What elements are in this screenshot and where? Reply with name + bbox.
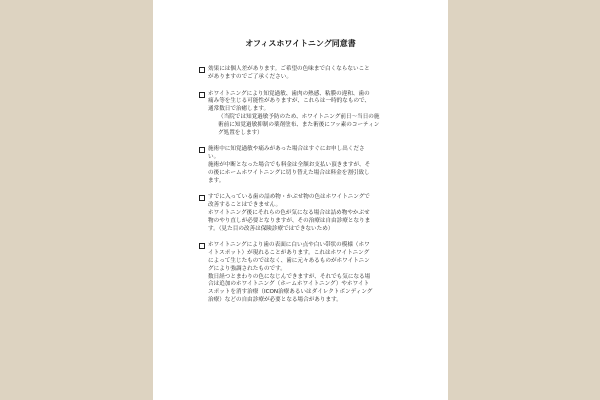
item-text-line: 数日経つとまわりの色になじんできますが、それでも気になる場 bbox=[208, 273, 371, 280]
item-text-line: 合は追加のホワイトニング（ホームホワイトニング）やホワイト bbox=[208, 281, 370, 288]
item-text-line: ホワイトニングにより知覚過敏、歯肉の熱感、粘膜の違和、歯の bbox=[208, 90, 370, 97]
checkbox-icon[interactable] bbox=[199, 243, 205, 249]
item-text-line: ホワイトニングにより歯の表面に白い点や白い帯状の模様（ホワ bbox=[208, 242, 370, 249]
consent-item-1 bbox=[199, 66, 415, 82]
item-text-line: い。 bbox=[208, 154, 220, 161]
item-text-line: ホワイトニング後にそれらの色が気になる場合は詰め物やかぶせ bbox=[208, 209, 370, 216]
checkbox-icon[interactable] bbox=[199, 92, 205, 98]
item-text-line: 治療）などの自由診療が必要となる場合があります。 bbox=[208, 296, 342, 303]
item-text-line: 物のやり直しが必要となりますが、その治療は自由診療となりま bbox=[208, 217, 371, 224]
item-text-line: スポットを消す治療（ICON治療あるいはダイレクトボンディング bbox=[208, 289, 373, 296]
item-text-line: 施術が中断となった場合でも料金は全額お支払い頂きますが、そ bbox=[208, 161, 371, 168]
item-text-line: す。（見た目の改善は保険診療ではできないため） bbox=[208, 225, 334, 232]
item-text-line: ます。 bbox=[208, 177, 225, 184]
item-note-line: （当院では知覚過敏予防のため、ホワイトニング前日〜当日の施 bbox=[218, 113, 380, 120]
item-text-line: グにより強調されたものです。 bbox=[208, 265, 286, 272]
consent-item-2 bbox=[199, 91, 415, 138]
item-text-line: 効果には個人差があります。ご希望の色味まで白くならないこと bbox=[208, 66, 370, 72]
consent-item-5 bbox=[199, 242, 415, 304]
item-text-line: 痛み等を生じる可能性がありますが、これらは一時的なもので、 bbox=[208, 98, 371, 105]
item-text-line: がありますのでご了承ください。 bbox=[208, 73, 292, 80]
consent-items bbox=[199, 66, 415, 314]
item-note-line: 術前に知覚過敏抑制の薬剤塗布、また術後にフッ素のコーティン bbox=[218, 121, 380, 128]
item-text-line: すでに入っている歯の詰め物・かぶせ物の色はホワイトニングで bbox=[208, 194, 370, 201]
item-note-line: グ処置をします） bbox=[218, 129, 263, 136]
item-text-line: 通常数日で治癒します。 bbox=[208, 106, 270, 113]
item-text-line: 施術中に知覚過敏や痛みがあった場合はすぐにお申し出くださ bbox=[208, 146, 365, 153]
consent-item-3 bbox=[199, 146, 415, 185]
checkbox-icon[interactable] bbox=[199, 195, 205, 201]
consent-item-4 bbox=[199, 194, 415, 233]
document-title: オフィスホワイトニング同意書 bbox=[245, 39, 356, 48]
item-text-line: の後にホームホワイトニングに切り替えた場合は料金を割引致し bbox=[208, 169, 370, 176]
item-text-line: によって生じたものではなく、歯に元々あるものがホワイトニン bbox=[208, 257, 370, 264]
checkbox-icon[interactable] bbox=[199, 67, 205, 73]
checkbox-icon[interactable] bbox=[199, 147, 205, 153]
item-text-line: イトスポット）が現れることがあります。これはホワイトニング bbox=[208, 250, 370, 257]
item-text-line: 改善することはできません。 bbox=[208, 202, 282, 209]
document-page bbox=[153, 0, 448, 400]
